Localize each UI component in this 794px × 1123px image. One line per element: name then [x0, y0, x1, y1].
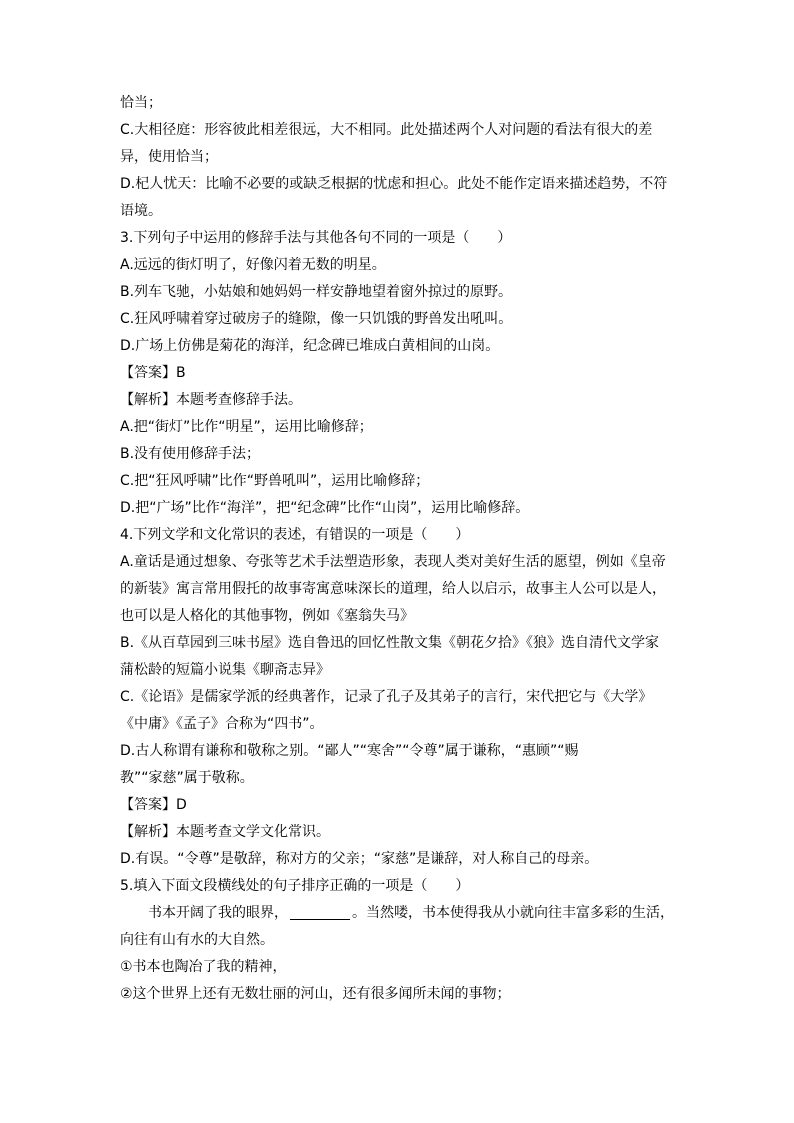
text-line: D.有误。“令尊”是敬辞，称对方的父亲；“家慈”是谦辞，对人称自己的母亲。 [120, 851, 599, 867]
option-a: A.远远的街灯明了，好像闪着无数的明星。 [120, 257, 386, 273]
passage-line: 向往有山有水的大自然。 [120, 932, 274, 948]
option-c: C.狂风呼啸着穿过破房子的缝隙，像一只饥饿的野兽发出吼叫。 [120, 311, 513, 327]
text-line: 《中庸》《孟子》合称为“四书”。 [120, 716, 324, 732]
text-line: 的新装》寓言常用假托的故事寄寓意味深长的道理，给人以启示，故事主人公可以是人， [120, 581, 666, 597]
document-page [120, 94, 680, 1012]
analysis-label: 【解析】本题考查修辞手法。 [120, 392, 302, 408]
option-b: B.列车飞驰，小姑娘和她妈妈一样安静地望着窗外掠过的原野。 [120, 284, 513, 300]
sentence-option: ①书本也陶冶了我的精神， [120, 959, 287, 975]
text-line: 异，使用恰当； [120, 149, 218, 165]
option-d: D.古人称谓有谦称和敬称之别。“鄙人”“寒舍”“令尊”属于谦称，“惠顾”“赐 [120, 743, 579, 759]
sentence-option: ②这个世界上还有无数壮丽的河山，还有很多闻所未闻的事物； [120, 986, 511, 1002]
text-line: A.把“街灯”比作“明星”，运用比喻修辞； [120, 419, 373, 435]
text-line: C.把“狂风呼啸”比作“野兽吼叫”，运用比喻修辞； [120, 473, 430, 489]
question-4-stem: 4.下列文学和文化常识的表述，有错误的一项是（ ） [120, 527, 470, 543]
fill-in-blank [290, 905, 350, 920]
text-line: 恰当； [120, 95, 162, 111]
question-5-stem: 5.填入下面文段横线处的句子排序正确的一项是（ ） [120, 878, 470, 894]
text-line: C.大相径庭：形容彼此相差很远，大不相同。此处描述两个人对问题的看法有很大的差 [120, 122, 653, 138]
option-a: A.童话是通过想象、夸张等艺术手法塑造形象，表现人类对美好生活的愿望，例如《皇帝 [120, 554, 666, 570]
passage-line [120, 904, 680, 931]
text-line: 蒲松龄的短篇小说集《聊斋志异》 [120, 662, 330, 678]
analysis-label: 【解析】本题考查文学文化常识。 [120, 824, 330, 840]
option-d: D.广场上仿佛是菊花的海洋，纪念碑已堆成白黄相间的山岗。 [120, 338, 500, 354]
question-3-stem: 3.下列句子中运用的修辞手法与其他各句不同的一项是（ ） [120, 230, 512, 246]
passage-text: 书本开阔了我的眼界， [148, 905, 288, 921]
text-line: 也可以是人格化的其他事物，例如《塞翁失马》 [120, 608, 414, 624]
answer-label: 【答案】D [120, 797, 187, 813]
text-line: 教”“家慈”属于敬称。 [120, 770, 254, 786]
text-line: B.没有使用修辞手法； [120, 446, 261, 462]
answer-label: 【答案】B [120, 365, 186, 381]
passage-text: 。当然喽，书本使得我从小就向往丰富多彩的生活， [352, 905, 674, 921]
text-line: 语境。 [120, 203, 162, 219]
text-line: D.把“广场”比作“海洋”，把“纪念碑”比作“山岗”，运用比喻修辞。 [120, 500, 530, 516]
text-line: D.杞人忧天：比喻不必要的或缺乏根据的忧虑和担心。此处不能作定语来描述趋势，不符 [120, 176, 668, 192]
option-c: C.《论语》是儒家学派的经典著作，记录了孔子及其弟子的言行，宋代把它与《大学》 [120, 689, 653, 705]
option-b: B.《从百草园到三味书屋》选自鲁迅的回忆性散文集《朝花夕拾》《狼》选自清代文学家 [120, 635, 660, 651]
